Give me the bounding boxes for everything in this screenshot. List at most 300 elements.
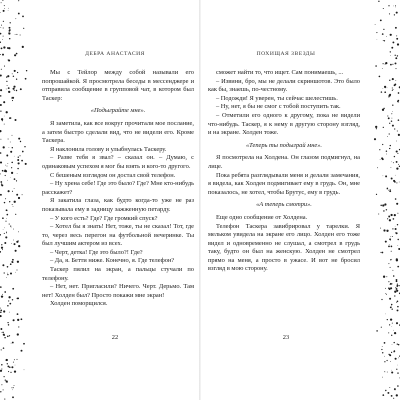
speckle-dot bbox=[18, 231, 19, 232]
speckle-dot bbox=[10, 263, 12, 265]
speckle-dot bbox=[396, 150, 398, 152]
speckle-dot bbox=[7, 180, 8, 181]
speckle-dot bbox=[15, 272, 16, 273]
speckle-dot bbox=[390, 361, 391, 362]
speckle-dot bbox=[388, 190, 389, 191]
speckle-dot bbox=[3, 310, 5, 312]
speckle-dot bbox=[380, 252, 381, 253]
speckle-dot bbox=[395, 198, 397, 200]
speckle-dot bbox=[7, 322, 8, 323]
speckle-dot bbox=[4, 272, 5, 273]
speckle-dot bbox=[391, 304, 393, 306]
speckle-dot bbox=[13, 387, 14, 388]
speckle-dot bbox=[4, 242, 6, 244]
speckle-dot bbox=[24, 369, 25, 370]
speckle-dot bbox=[13, 319, 15, 321]
paragraph: Я наклонила голову и улыбнулась Таскеру. bbox=[50, 145, 167, 153]
left-page-text bbox=[42, 69, 194, 309]
speckle-dot bbox=[390, 267, 391, 268]
speckle-dot bbox=[390, 51, 391, 52]
speckle-dot bbox=[11, 172, 13, 174]
speckle-dot bbox=[376, 32, 377, 33]
speckle-dot bbox=[383, 229, 385, 231]
speckle-dot bbox=[9, 30, 11, 32]
speckle-dot bbox=[376, 194, 377, 195]
speckle-dot bbox=[387, 136, 388, 137]
speckle-dot bbox=[8, 371, 9, 372]
speckle-dot bbox=[7, 305, 9, 307]
speckle-dot bbox=[377, 40, 378, 41]
speckle-dot bbox=[390, 34, 392, 36]
speckle-dot bbox=[384, 91, 386, 93]
speckle-dot bbox=[397, 385, 399, 387]
speckle-dot bbox=[2, 120, 3, 121]
speckle-dot bbox=[391, 47, 393, 49]
speckle-dot bbox=[392, 323, 393, 324]
speckle-dot bbox=[5, 221, 6, 222]
speckle-dot bbox=[20, 88, 22, 90]
speckle-dot bbox=[11, 228, 12, 229]
speckle-dot bbox=[382, 394, 384, 396]
speckle-dot bbox=[389, 123, 390, 124]
speckle-dot bbox=[396, 182, 397, 183]
speckle-dot bbox=[389, 387, 390, 388]
paragraph: Я закатила глаза, как будто когда-то уже не раз показывала ему в задницу зажженную петарду. bbox=[42, 197, 194, 213]
speckle-dot bbox=[392, 284, 393, 285]
speckle-dot bbox=[2, 332, 4, 334]
speckle-dot bbox=[1, 332, 2, 333]
speckle-dot bbox=[395, 7, 396, 8]
speckle-dot bbox=[12, 100, 13, 101]
speckle-dot bbox=[396, 203, 398, 205]
speckled-border-right bbox=[372, 0, 400, 400]
speckle-dot bbox=[397, 43, 399, 45]
speckle-dot bbox=[6, 232, 7, 233]
speckle-dot bbox=[391, 251, 392, 252]
speckle-dot bbox=[14, 188, 15, 189]
speckle-dot bbox=[396, 288, 398, 290]
speckle-dot bbox=[389, 80, 390, 81]
speckle-dot bbox=[20, 141, 21, 142]
speckle-dot bbox=[0, 312, 2, 314]
speckle-dot bbox=[387, 319, 388, 320]
speckle-dot bbox=[16, 241, 18, 243]
speckle-dot bbox=[380, 159, 381, 160]
speckle-dot bbox=[12, 288, 14, 290]
speckle-dot bbox=[4, 337, 5, 338]
speckle-dot bbox=[2, 170, 4, 172]
paragraph: – Разве тебя я звал? – сказал он. – Думаю, с одинаковым успехом я мог бы взять и кого-то другого. bbox=[42, 154, 194, 170]
speckle-dot bbox=[398, 358, 399, 359]
speckle-dot bbox=[382, 204, 384, 206]
speckle-dot bbox=[398, 344, 400, 346]
speckle-dot bbox=[0, 41, 1, 42]
speckle-dot bbox=[0, 310, 2, 312]
paragraph: сможет найти то, что ищет. Сам понимаешь, ... bbox=[216, 69, 344, 76]
speckle-dot bbox=[17, 168, 18, 169]
speckle-dot bbox=[16, 180, 17, 181]
speckle-dot bbox=[388, 354, 389, 355]
speckle-dot bbox=[8, 300, 9, 301]
speckle-dot bbox=[4, 66, 5, 67]
speckle-dot bbox=[5, 236, 7, 238]
paragraph: С бешеным взглядом он достал свой телефон. bbox=[50, 171, 176, 179]
speckle-dot bbox=[7, 365, 9, 367]
speckle-dot bbox=[392, 125, 394, 127]
speckle-dot bbox=[7, 214, 9, 216]
speckle-dot bbox=[0, 315, 2, 317]
speckle-dot bbox=[10, 142, 11, 143]
speckle-dot bbox=[8, 139, 9, 140]
speckle-dot bbox=[4, 233, 5, 234]
speckle-dot bbox=[6, 76, 7, 77]
speckle-dot bbox=[397, 213, 398, 214]
speckle-dot bbox=[397, 285, 399, 287]
speckle-dot bbox=[2, 264, 4, 266]
speckle-dot bbox=[2, 0, 3, 1]
speckle-dot bbox=[12, 191, 13, 192]
speckle-dot bbox=[393, 330, 394, 331]
speckle-dot bbox=[397, 101, 398, 102]
speckle-dot bbox=[388, 246, 390, 248]
speckle-dot bbox=[0, 173, 1, 174]
speckle-dot bbox=[384, 342, 386, 344]
speckle-dot bbox=[394, 332, 396, 334]
speckle-dot bbox=[0, 139, 1, 140]
speckle-dot bbox=[390, 189, 391, 190]
speckle-dot bbox=[12, 135, 13, 136]
speckle-dot bbox=[395, 287, 396, 288]
speckle-dot bbox=[9, 335, 10, 336]
speckle-dot bbox=[15, 119, 17, 121]
speckle-dot bbox=[0, 286, 2, 288]
speckle-dot bbox=[17, 319, 19, 321]
speckle-dot bbox=[389, 190, 391, 192]
speckle-dot bbox=[6, 218, 7, 219]
speckle-dot bbox=[387, 218, 388, 219]
speckle-dot bbox=[386, 150, 387, 151]
speckle-dot bbox=[2, 249, 3, 250]
speckle-dot bbox=[389, 95, 391, 97]
speckle-dot bbox=[12, 204, 13, 205]
speckle-dot bbox=[6, 155, 8, 157]
speckle-dot bbox=[15, 365, 16, 366]
speckle-dot bbox=[392, 87, 393, 88]
speckle-dot bbox=[386, 209, 387, 210]
speckle-dot bbox=[4, 376, 5, 377]
speckle-dot bbox=[388, 117, 390, 119]
speckle-dot bbox=[389, 219, 391, 221]
speckle-dot bbox=[17, 359, 18, 360]
speckle-dot bbox=[398, 119, 400, 121]
speckle-dot bbox=[394, 84, 396, 86]
speckle-dot bbox=[398, 248, 399, 249]
speckle-dot bbox=[15, 18, 16, 19]
speckle-dot bbox=[390, 55, 391, 56]
speckle-dot bbox=[387, 372, 388, 373]
paragraph: – Извини, бро, мы не делали скриншотов. Это было как бы, знаешь, по-честному. bbox=[208, 77, 360, 94]
paragraph: – Ну хрена себе! Где это было? Где? Мне кто-нибудь расскажет? bbox=[42, 180, 194, 196]
speckle-dot bbox=[390, 214, 392, 216]
paragraph: – Отметили его одного к другому, пока не видели что-нибудь. Таскер, я к нему в другую сторону взгляд, и на экране. Холден тоже. bbox=[208, 111, 360, 137]
speckle-dot bbox=[382, 109, 384, 111]
speckle-dot bbox=[379, 149, 380, 150]
speckle-dot bbox=[392, 236, 393, 237]
speckle-dot bbox=[384, 40, 385, 41]
speckle-dot bbox=[7, 273, 8, 274]
speckle-dot bbox=[394, 181, 396, 183]
speckle-dot bbox=[397, 290, 399, 292]
speckle-dot bbox=[5, 165, 6, 166]
paragraph: Пока ребята разглядывали меня и делали замечания, я видела, как Холден подмигивает ему в грудь. Он, мне показалось, не хотел, чтобы Брутус, ему в грудь. bbox=[208, 171, 360, 196]
speckle-dot bbox=[397, 266, 399, 268]
speckle-dot bbox=[9, 224, 10, 225]
speckle-dot bbox=[8, 8, 9, 9]
paragraph: – Ну, нет, я бы не смог с тобой поступить так. bbox=[216, 103, 341, 111]
speckle-dot bbox=[7, 335, 9, 337]
speckle-dot bbox=[4, 8, 5, 9]
speckle-dot bbox=[9, 147, 10, 148]
speckle-dot bbox=[4, 291, 6, 293]
speckle-dot bbox=[1, 183, 2, 184]
speckle-dot bbox=[0, 75, 2, 77]
speckle-dot bbox=[396, 302, 397, 303]
speckle-dot bbox=[391, 370, 392, 371]
speckle-dot bbox=[392, 228, 393, 229]
speckle-dot bbox=[391, 395, 393, 397]
speckle-dot bbox=[9, 201, 10, 202]
speckle-dot bbox=[396, 322, 398, 324]
speckle-dot bbox=[1, 295, 3, 297]
speckle-dot bbox=[13, 88, 15, 90]
speckle-dot bbox=[386, 276, 387, 277]
speckle-dot bbox=[394, 128, 395, 129]
speckle-dot bbox=[383, 276, 385, 278]
speckle-dot bbox=[15, 214, 16, 215]
speckle-dot bbox=[393, 6, 394, 7]
speckle-dot bbox=[392, 178, 393, 179]
speckle-dot bbox=[0, 370, 2, 372]
speckle-dot bbox=[10, 177, 11, 178]
speckle-dot bbox=[394, 14, 395, 15]
speckle-dot bbox=[397, 55, 398, 56]
speckle-dot bbox=[391, 246, 393, 248]
speckle-dot bbox=[393, 398, 394, 399]
speckle-dot bbox=[3, 146, 5, 148]
speckle-dot bbox=[397, 306, 399, 308]
speckle-dot bbox=[394, 350, 396, 352]
speckle-dot bbox=[395, 57, 397, 59]
paragraph: Еще одно сообщение от Холдена. bbox=[216, 213, 308, 221]
speckle-dot bbox=[0, 12, 1, 13]
speckle-dot bbox=[10, 372, 11, 373]
speckle-dot bbox=[4, 5, 5, 6]
speckle-dot bbox=[383, 8, 384, 9]
speckle-dot bbox=[0, 95, 1, 97]
speckle-dot bbox=[1, 2, 2, 3]
speckle-dot bbox=[396, 38, 398, 40]
speckle-dot bbox=[4, 170, 6, 172]
speckle-dot bbox=[3, 10, 5, 12]
speckle-dot bbox=[7, 363, 8, 364]
speckle-dot bbox=[4, 335, 5, 336]
speckle-dot bbox=[1, 364, 3, 366]
speckle-dot bbox=[383, 88, 384, 89]
speckle-dot bbox=[392, 64, 393, 65]
speckle-dot bbox=[6, 111, 8, 113]
speckle-dot bbox=[393, 162, 394, 163]
paragraph: «Теперь ты подыграй мне». bbox=[245, 141, 323, 149]
speckle-dot bbox=[3, 229, 4, 230]
speckle-dot bbox=[17, 261, 19, 263]
speckle-dot bbox=[380, 20, 382, 22]
speckle-dot bbox=[395, 62, 397, 64]
speckle-dot bbox=[395, 390, 396, 391]
speckle-dot bbox=[392, 309, 393, 310]
speckle-dot bbox=[386, 294, 387, 295]
speckle-dot bbox=[380, 205, 381, 206]
speckle-dot bbox=[3, 389, 4, 390]
speckle-dot bbox=[18, 138, 20, 140]
right-page-text bbox=[208, 69, 360, 274]
paragraph: – Хотел бы я знать! Нет, тоже, ты не сказал! Тот, где то, через весь перегон на футбольной вечеринке. Ты был лучшим актером из всех. bbox=[42, 223, 194, 248]
speckle-dot bbox=[13, 76, 14, 77]
speckle-dot bbox=[383, 40, 384, 41]
speckle-dot bbox=[7, 85, 8, 86]
speckle-dot bbox=[387, 87, 388, 88]
speckle-dot bbox=[4, 116, 5, 117]
speckle-dot bbox=[378, 214, 379, 215]
speckle-dot bbox=[395, 226, 396, 227]
speckle-dot bbox=[381, 299, 382, 300]
speckle-dot bbox=[390, 240, 391, 241]
speckle-dot bbox=[389, 133, 390, 134]
speckle-dot bbox=[0, 152, 1, 154]
speckle-dot bbox=[385, 62, 387, 64]
speckle-dot bbox=[392, 41, 394, 43]
right-page bbox=[200, 0, 372, 400]
speckle-dot bbox=[382, 33, 384, 35]
speckle-dot bbox=[18, 162, 20, 164]
speckle-dot bbox=[4, 124, 5, 125]
speckle-dot bbox=[386, 230, 388, 232]
speckle-dot bbox=[385, 314, 386, 315]
speckle-dot bbox=[12, 261, 14, 263]
speckle-dot bbox=[12, 342, 14, 344]
speckle-dot bbox=[1, 244, 2, 245]
speckle-dot bbox=[8, 59, 10, 61]
speckle-dot bbox=[7, 47, 9, 49]
speckle-dot bbox=[392, 111, 393, 112]
speckle-dot bbox=[7, 166, 8, 167]
speckle-dot bbox=[22, 152, 23, 153]
speckle-dot bbox=[387, 115, 388, 116]
speckle-dot bbox=[0, 27, 1, 28]
speckle-dot bbox=[384, 361, 385, 362]
speckle-dot bbox=[387, 360, 388, 361]
speckle-dot bbox=[382, 346, 383, 347]
speckle-dot bbox=[397, 153, 398, 154]
speckle-dot bbox=[5, 198, 6, 199]
speckle-dot bbox=[376, 128, 377, 129]
speckle-dot bbox=[390, 287, 392, 289]
speckle-dot bbox=[385, 288, 386, 289]
speckle-dot bbox=[0, 104, 2, 106]
speckle-dot bbox=[397, 239, 398, 240]
speckle-dot bbox=[12, 389, 13, 390]
speckle-dot bbox=[392, 105, 393, 106]
speckle-dot bbox=[11, 366, 13, 368]
speckle-dot bbox=[394, 291, 396, 293]
speckle-dot bbox=[2, 294, 3, 295]
speckle-dot bbox=[397, 283, 398, 284]
speckle-dot bbox=[1, 184, 2, 185]
speckle-dot bbox=[1, 384, 2, 385]
speckle-dot bbox=[398, 92, 400, 94]
speckle-dot bbox=[0, 391, 1, 392]
speckle-dot bbox=[374, 138, 376, 140]
speckle-dot bbox=[386, 154, 387, 155]
speckle-dot bbox=[391, 113, 392, 114]
speckle-dot bbox=[7, 210, 8, 211]
speckle-dot bbox=[11, 98, 12, 99]
speckle-dot bbox=[397, 372, 398, 373]
speckle-dot bbox=[9, 312, 10, 313]
speckle-dot bbox=[1, 118, 3, 120]
speckle-dot bbox=[375, 126, 377, 128]
speckle-dot bbox=[390, 259, 391, 260]
speckle-dot bbox=[387, 392, 389, 394]
speckle-dot bbox=[397, 365, 398, 366]
speckle-dot bbox=[6, 381, 7, 382]
speckle-dot bbox=[9, 27, 11, 29]
speckle-dot bbox=[17, 270, 18, 271]
speckle-dot bbox=[0, 33, 1, 35]
speckle-dot bbox=[380, 228, 381, 229]
speckle-dot bbox=[1, 247, 3, 249]
speckle-dot bbox=[385, 390, 386, 391]
speckle-dot bbox=[9, 366, 11, 368]
speckle-dot bbox=[9, 117, 11, 119]
speckle-dot bbox=[396, 260, 397, 261]
speckle-dot bbox=[383, 210, 384, 211]
speckle-dot bbox=[383, 29, 384, 30]
speckle-dot bbox=[14, 70, 16, 72]
speckle-dot bbox=[12, 73, 13, 74]
speckle-dot bbox=[8, 296, 10, 298]
speckle-dot bbox=[390, 284, 391, 285]
speckle-dot bbox=[6, 89, 7, 90]
speckle-dot bbox=[394, 156, 395, 157]
speckle-dot bbox=[17, 313, 19, 315]
speckle-dot bbox=[22, 194, 23, 195]
speckle-dot bbox=[384, 371, 385, 372]
speckle-dot bbox=[3, 46, 5, 48]
speckle-dot bbox=[8, 91, 10, 93]
speckle-dot bbox=[3, 347, 5, 349]
speckle-dot bbox=[15, 250, 17, 252]
speckle-dot bbox=[375, 65, 377, 67]
speckle-dot bbox=[0, 194, 2, 196]
paragraph: Телефон Таскера завибрировал у тарелки. Я мельком увидела на экране его лицо. Холден его тоже видел и одновременно не слушал, а смотрел в грудь таку, будто он был на женскую. Холден не смотрел прямо на меня, а просто в ужасе. И вот не бросил взгляд в мою сторону. bbox=[208, 222, 360, 273]
speckle-dot bbox=[382, 252, 384, 254]
speckle-dot bbox=[397, 131, 398, 132]
speckle-dot bbox=[388, 332, 389, 333]
speckle-dot bbox=[9, 38, 10, 39]
speckled-border-left bbox=[0, 0, 28, 400]
speckle-dot bbox=[390, 283, 392, 285]
speckle-dot bbox=[14, 370, 16, 372]
